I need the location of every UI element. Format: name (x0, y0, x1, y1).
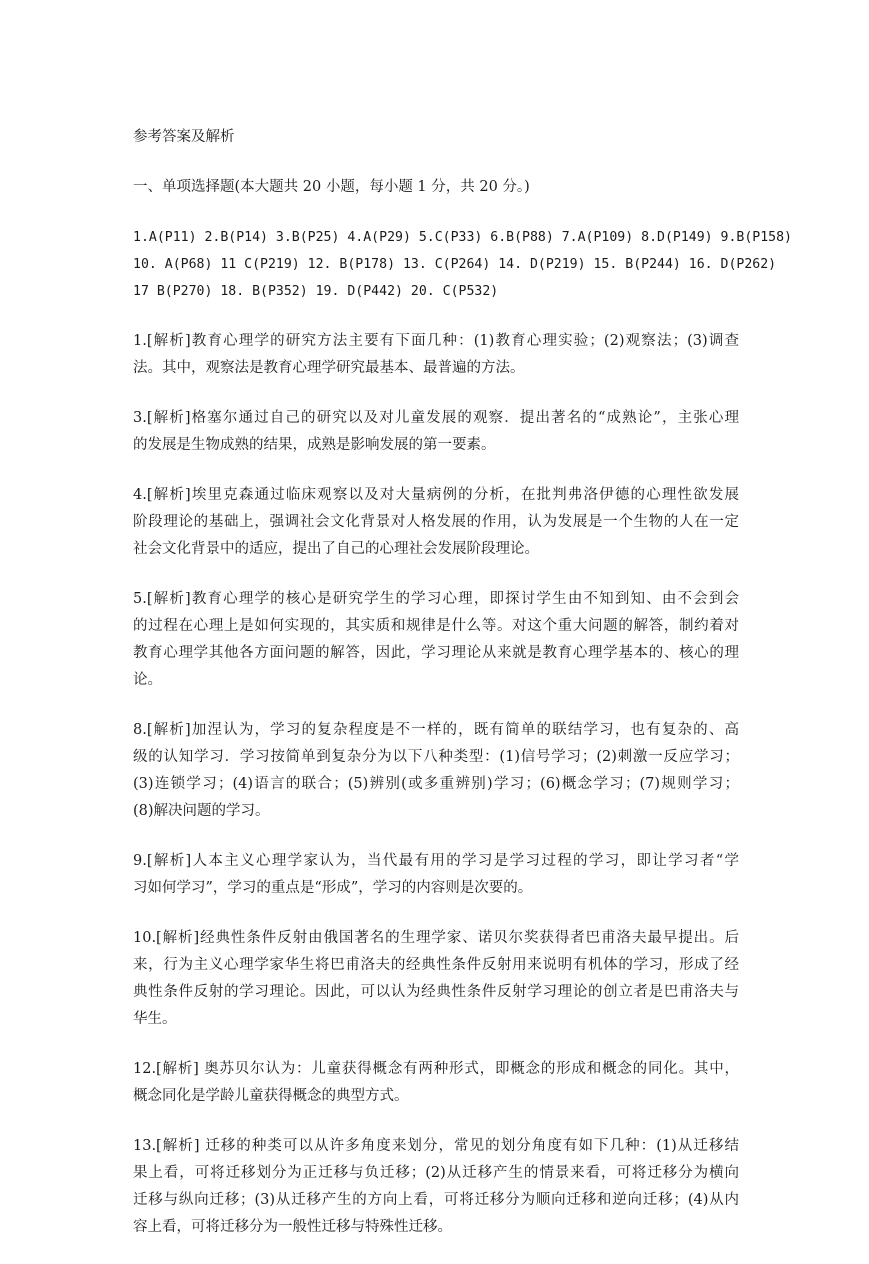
explanation-paragraph (133, 925, 739, 1033)
text-line: 来，行为主义心理学家华生将巴甫洛夫的经典性条件反射用来说明有机体的学习，形成了经 (133, 957, 739, 973)
explanation-paragraph (133, 405, 739, 459)
text-line: 10.[解析]经典性条件反射由俄国著名的生理学家、诺贝尔奖获得者巴甫洛夫最早提出。后 (133, 930, 739, 946)
text-line: 4.[解析]埃里克森通过临床观察以及对大量病例的分析，在批判弗洛伊德的心理性欲发展 (133, 487, 739, 503)
text-line: 的过程在心理上是如何实现的，其实质和规律是什么等。对这个重大问题的解答，制约着对 (133, 618, 739, 634)
text-line: 教育心理学其他各方面问题的解答，因此，学习理论从来就是教育心理学基本的、核心的理 (133, 645, 739, 661)
explanations-list (133, 328, 739, 1241)
document-title: 参考答案及解析 (133, 129, 235, 145)
explanation-paragraph (133, 848, 739, 902)
text-line: 果上看，可将迁移划分为正迁移与负迁移；(2)从迁移产生的情景来看，可将迁移分为横向 (133, 1165, 739, 1181)
text-line: 的发展是生物成熟的结果，成熟是影响发展的第一要素。 (133, 437, 496, 453)
explanation-paragraph (133, 586, 739, 694)
text-line: 9.[解析]人本主义心理学家认为，当代最有用的学习是学习过程的学习，即让学习者“学 (133, 853, 739, 869)
text-line: 1.[解析]教育心理学的研究方法主要有下面几种：(1)教育心理实验；(2)观察法；(3)调查 (133, 333, 739, 349)
text-line: 华生。 (133, 1011, 177, 1027)
text-line: 3.[解析]格塞尔通过自己的研究以及对儿童发展的观察．提出著名的“成熟论”，主张心理 (133, 410, 739, 426)
text-line: 12.[解析] 奥苏贝尔认为：儿童获得概念有两种形式，即概念的形成和概念的同化。其中， (133, 1061, 739, 1077)
text-line: 8.[解析]加涅认为，学习的复杂程度是不一样的，既有简单的联结学习，也有复杂的、高 (133, 722, 739, 738)
text-line: 级的认知学习．学习按简单到复杂分为以下八种类型：(1)信号学习；(2)刺激一反应学习； (133, 749, 739, 765)
text-line: 13.[解析] 迁移的种类可以从许多角度来划分，常见的划分角度有如下几种：(1)从迁移结 (133, 1138, 739, 1154)
text-line: 阶段理论的基础上，强调社会文化背景对人格发展的作用，认为发展是一个生物的人在一定 (133, 514, 739, 530)
explanation-paragraph (133, 1056, 739, 1110)
document-page (133, 124, 792, 1264)
explanation-paragraph (133, 328, 739, 382)
text-line: 法。其中，观察法是教育心理学研究最基本、最普遍的方法。 (133, 360, 525, 376)
explanation-paragraph (133, 482, 739, 563)
text-line: (3)连锁学习；(4)语言的联合；(5)辨别(或多重辨别)学习；(6)概念学习；(7)规则学习； (133, 776, 739, 792)
text-line: 1.A(P11) 2.B(P14) 3.B(P25) 4.A(P29) 5.C(P33) 6.B(P88) 7.A(P109) 8.D(P149) 9.B(P158) (133, 230, 792, 245)
section-heading: 一、单项选择题(本大题共 20 小题，每小题 1 分，共 20 分。) (133, 179, 530, 195)
text-line: 论。 (133, 672, 162, 688)
answer-key (133, 224, 792, 305)
text-line: 典性条件反射的学习理论。因此，可以认为经典性条件反射学习理论的创立者是巴甫洛夫与 (133, 984, 739, 1000)
text-line: 社会文化背景中的适应，提出了自己的心理社会发展阶段理论。 (133, 541, 539, 557)
text-line: 迁移与纵向迁移；(3)从迁移产生的方向上看，可将迁移分为顺向迁移和逆向迁移；(4)从内 (133, 1192, 739, 1208)
text-line: (8)解决问题的学习。 (133, 803, 270, 819)
text-line: 概念同化是学龄儿童获得概念的典型方式。 (133, 1088, 409, 1104)
text-line: 17 B(P270) 18. B(P352) 19. D(P442) 20. C(P532) (133, 284, 499, 299)
text-line: 习如何学习”，学习的重点是“形成”，学习的内容则是次要的。 (133, 880, 533, 896)
explanation-paragraph (133, 1133, 739, 1241)
text-line: 5.[解析]教育心理学的核心是研究学生的学习心理，即探讨学生由不知到知、由不会到会 (133, 591, 739, 607)
explanation-paragraph (133, 717, 739, 825)
text-line: 10. A(P68) 11 C(P219) 12. B(P178) 13. C(P264) 14. D(P219) 15. B(P244) 16. D(P262) (133, 257, 777, 272)
text-line: 容上看，可将迁移分为一般性迁移与特殊性迁移。 (133, 1219, 452, 1235)
